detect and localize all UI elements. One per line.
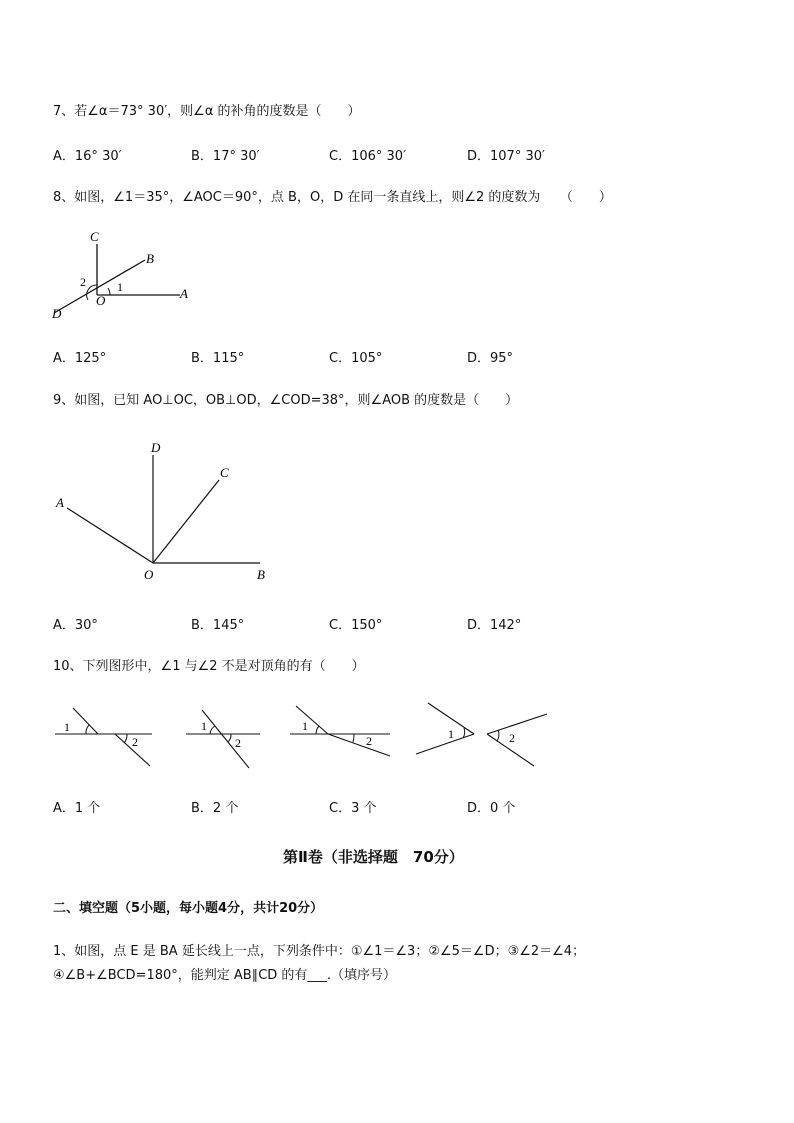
q7-option-c: C．106° 30′ <box>329 149 407 164</box>
q10-option-d: D．0 个 <box>467 801 516 816</box>
label-b: B <box>146 251 154 266</box>
label-o: O <box>96 293 106 308</box>
q7-option-d: D．107° 30′ <box>467 149 545 164</box>
fig1-label-2: 2 <box>132 735 138 749</box>
ray-oc <box>153 480 219 563</box>
label-c: C <box>90 229 99 244</box>
fig1-label-1: 1 <box>64 720 70 734</box>
label-d: D <box>52 306 62 321</box>
angle-1-arc <box>108 288 110 295</box>
label-c: C <box>220 465 229 480</box>
label-a: A <box>180 286 188 301</box>
q8-figure <box>40 222 210 327</box>
q9-option-d: D．142° <box>467 618 522 633</box>
q8-option-c: C．105° <box>329 351 383 366</box>
q7-option-a: A．16° 30′ <box>53 149 122 164</box>
label-d: D <box>151 440 161 455</box>
q10-figures <box>50 698 560 773</box>
fig2-label-2: 2 <box>235 736 241 750</box>
q9-option-a: A．30° <box>53 618 98 633</box>
fill-section-title: 二、填空题（5小题，每小题4分，共计20分） <box>53 901 324 916</box>
fig4-label-1: 1 <box>448 727 454 741</box>
q10-option-a: A．1 个 <box>53 801 101 816</box>
q9-option-c: C．150° <box>329 618 383 633</box>
part2-title: 第Ⅱ卷（非选择题 70分） <box>283 848 464 866</box>
label-a: A <box>56 495 64 510</box>
q7-option-b: B．17° 30′ <box>191 149 260 164</box>
q10-figure-4 <box>416 703 547 766</box>
ray-oa <box>67 508 153 563</box>
q9-option-b: B．145° <box>191 618 245 633</box>
label-angle-1: 1 <box>117 280 123 294</box>
q7-stem: 7、若∠α＝73° 30′，则∠α 的补角的度数是（ ） <box>53 104 361 119</box>
fill1-line1: 1、如图，点 E 是 BA 延长线上一点，下列条件中：①∠1＝∠3；②∠5＝∠D；③∠2＝∠4； <box>53 944 586 959</box>
q10-option-b: B．2 个 <box>191 801 239 816</box>
q10-figure-1 <box>55 708 152 766</box>
q10-option-c: C．3 个 <box>329 801 377 816</box>
q10-figure-2 <box>186 710 260 768</box>
q8-option-d: D．95° <box>467 351 514 366</box>
fill1-line2: ④∠B+∠BCD=180°，能判定 AB∥CD 的有___.（填序号） <box>53 968 397 983</box>
q8-option-a: A．125° <box>53 351 107 366</box>
fig3-label-2: 2 <box>366 734 372 748</box>
q10-figure-3 <box>290 706 390 756</box>
q10-stem: 10、下列图形中，∠1 与∠2 不是对顶角的有（ ） <box>53 659 365 674</box>
label-angle-2: 2 <box>80 275 86 289</box>
fig2-label-1: 1 <box>201 719 207 733</box>
q8-option-b: B．115° <box>191 351 245 366</box>
q9-stem: 9、如图，已知 AO⊥OC，OB⊥OD，∠COD=38°，则∠AOB 的度数是（ ） <box>53 393 519 408</box>
q8-stem: 8、如图，∠1＝35°，∠AOC＝90°，点 B，O，D 在同一条直线上，则∠2 的度数为 （ ） <box>53 190 612 205</box>
label-o: O <box>144 567 154 582</box>
fig3-label-1: 1 <box>302 719 308 733</box>
q9-figure <box>50 435 280 585</box>
label-b: B <box>257 567 265 582</box>
fig4-label-2: 2 <box>509 731 515 745</box>
